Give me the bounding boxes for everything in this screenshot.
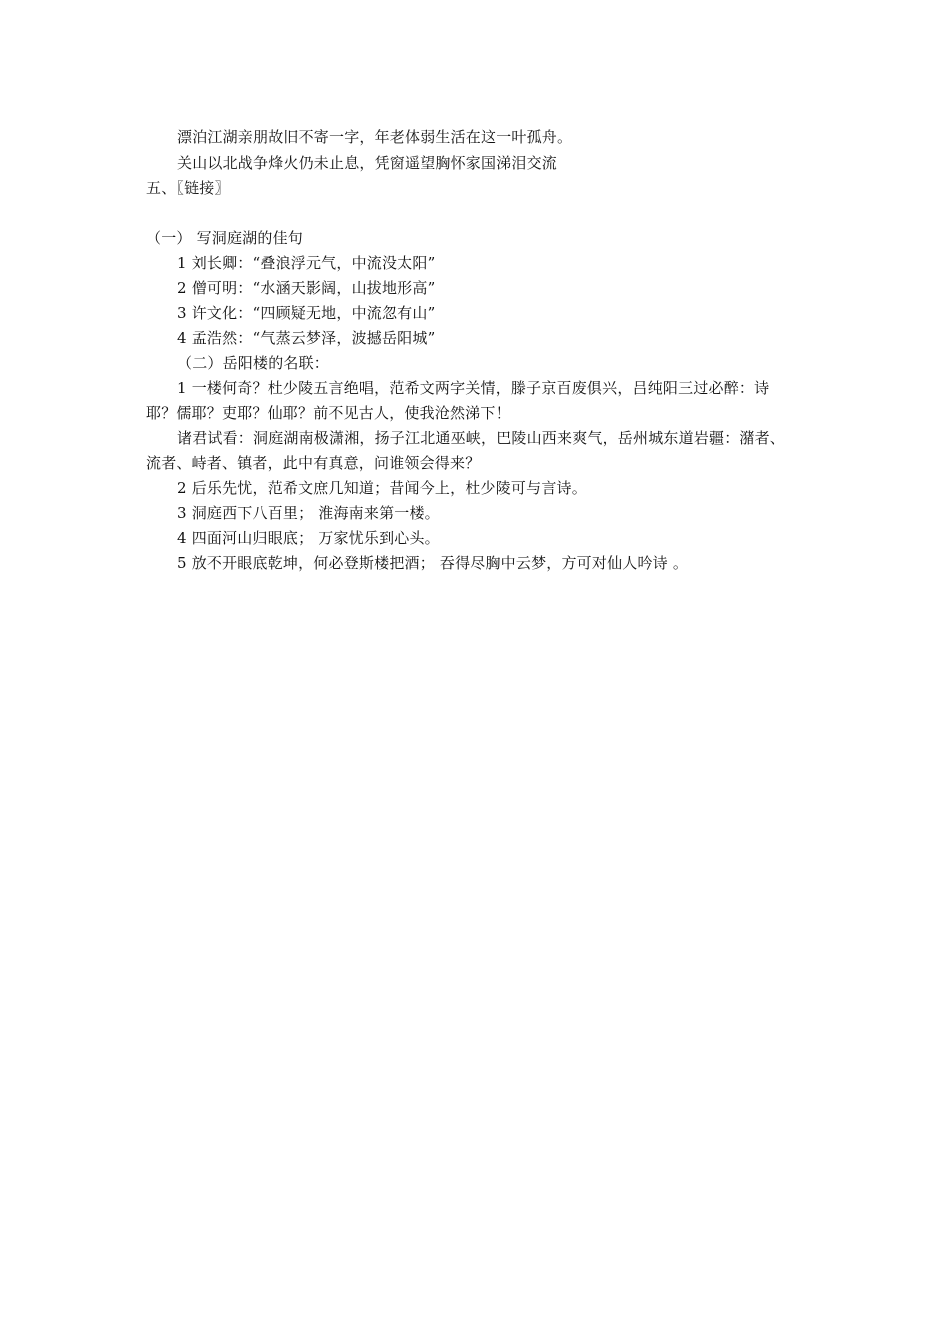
couplet-1-line-3: 诸君试看：洞庭湖南极潇湘，扬子江北通巫峡，巴陵山西来爽气，岳州城东道岩疆：潴者、 <box>177 429 786 447</box>
verse-item-4: 4 孟浩然：“气蒸云梦泽，波撼岳阳城” <box>177 329 436 347</box>
couplet-4: 4 四面河山归眼底； 万家忧乐到心头。 <box>177 529 440 547</box>
subsection-heading-verses: （一） 写洞庭湖的佳句 <box>146 229 303 247</box>
couplet-1-line-4: 流者、峙者、镇者，此中有真意，问谁领会得来？ <box>146 454 481 472</box>
couplet-3: 3 洞庭西下八百里； 淮海南来第一楼。 <box>177 504 440 522</box>
verse-item-2: 2 僧可明：“水涵天影阔，山拔地形高” <box>177 279 436 297</box>
couplet-1-line-2: 耶？儒耶？吏耶？仙耶？前不见古人，使我沧然涕下！ <box>146 404 511 422</box>
section-heading-link: 五、〖链接〗 <box>146 179 230 197</box>
poem-line-1: 漂泊江湖亲朋故旧不寄一字，年老体弱生活在这一叶孤舟。 <box>177 128 573 146</box>
couplet-1-line-1: 1 一楼何奇？杜少陵五言绝唱，范希文两字关情，滕子京百废俱兴，吕纯阳三过必醉：诗 <box>177 379 770 397</box>
subsection-heading-couplets: （二）岳阳楼的名联： <box>177 354 330 372</box>
couplet-5: 5 放不开眼底乾坤，何必登斯楼把酒； 吞得尽胸中云梦，方可对仙人吟诗 。 <box>177 554 689 572</box>
verse-item-3: 3 许文化：“四顾疑无地，中流忽有山” <box>177 304 436 322</box>
couplet-2: 2 后乐先忧，范希文庶几知道；昔闻今上，杜少陵可与言诗。 <box>177 479 587 497</box>
verse-item-1: 1 刘长卿：“叠浪浮元气，中流没太阳” <box>177 254 436 272</box>
poem-line-2: 关山以北战争烽火仍未止息，凭窗遥望胸怀家国涕泪交流 <box>177 154 558 172</box>
